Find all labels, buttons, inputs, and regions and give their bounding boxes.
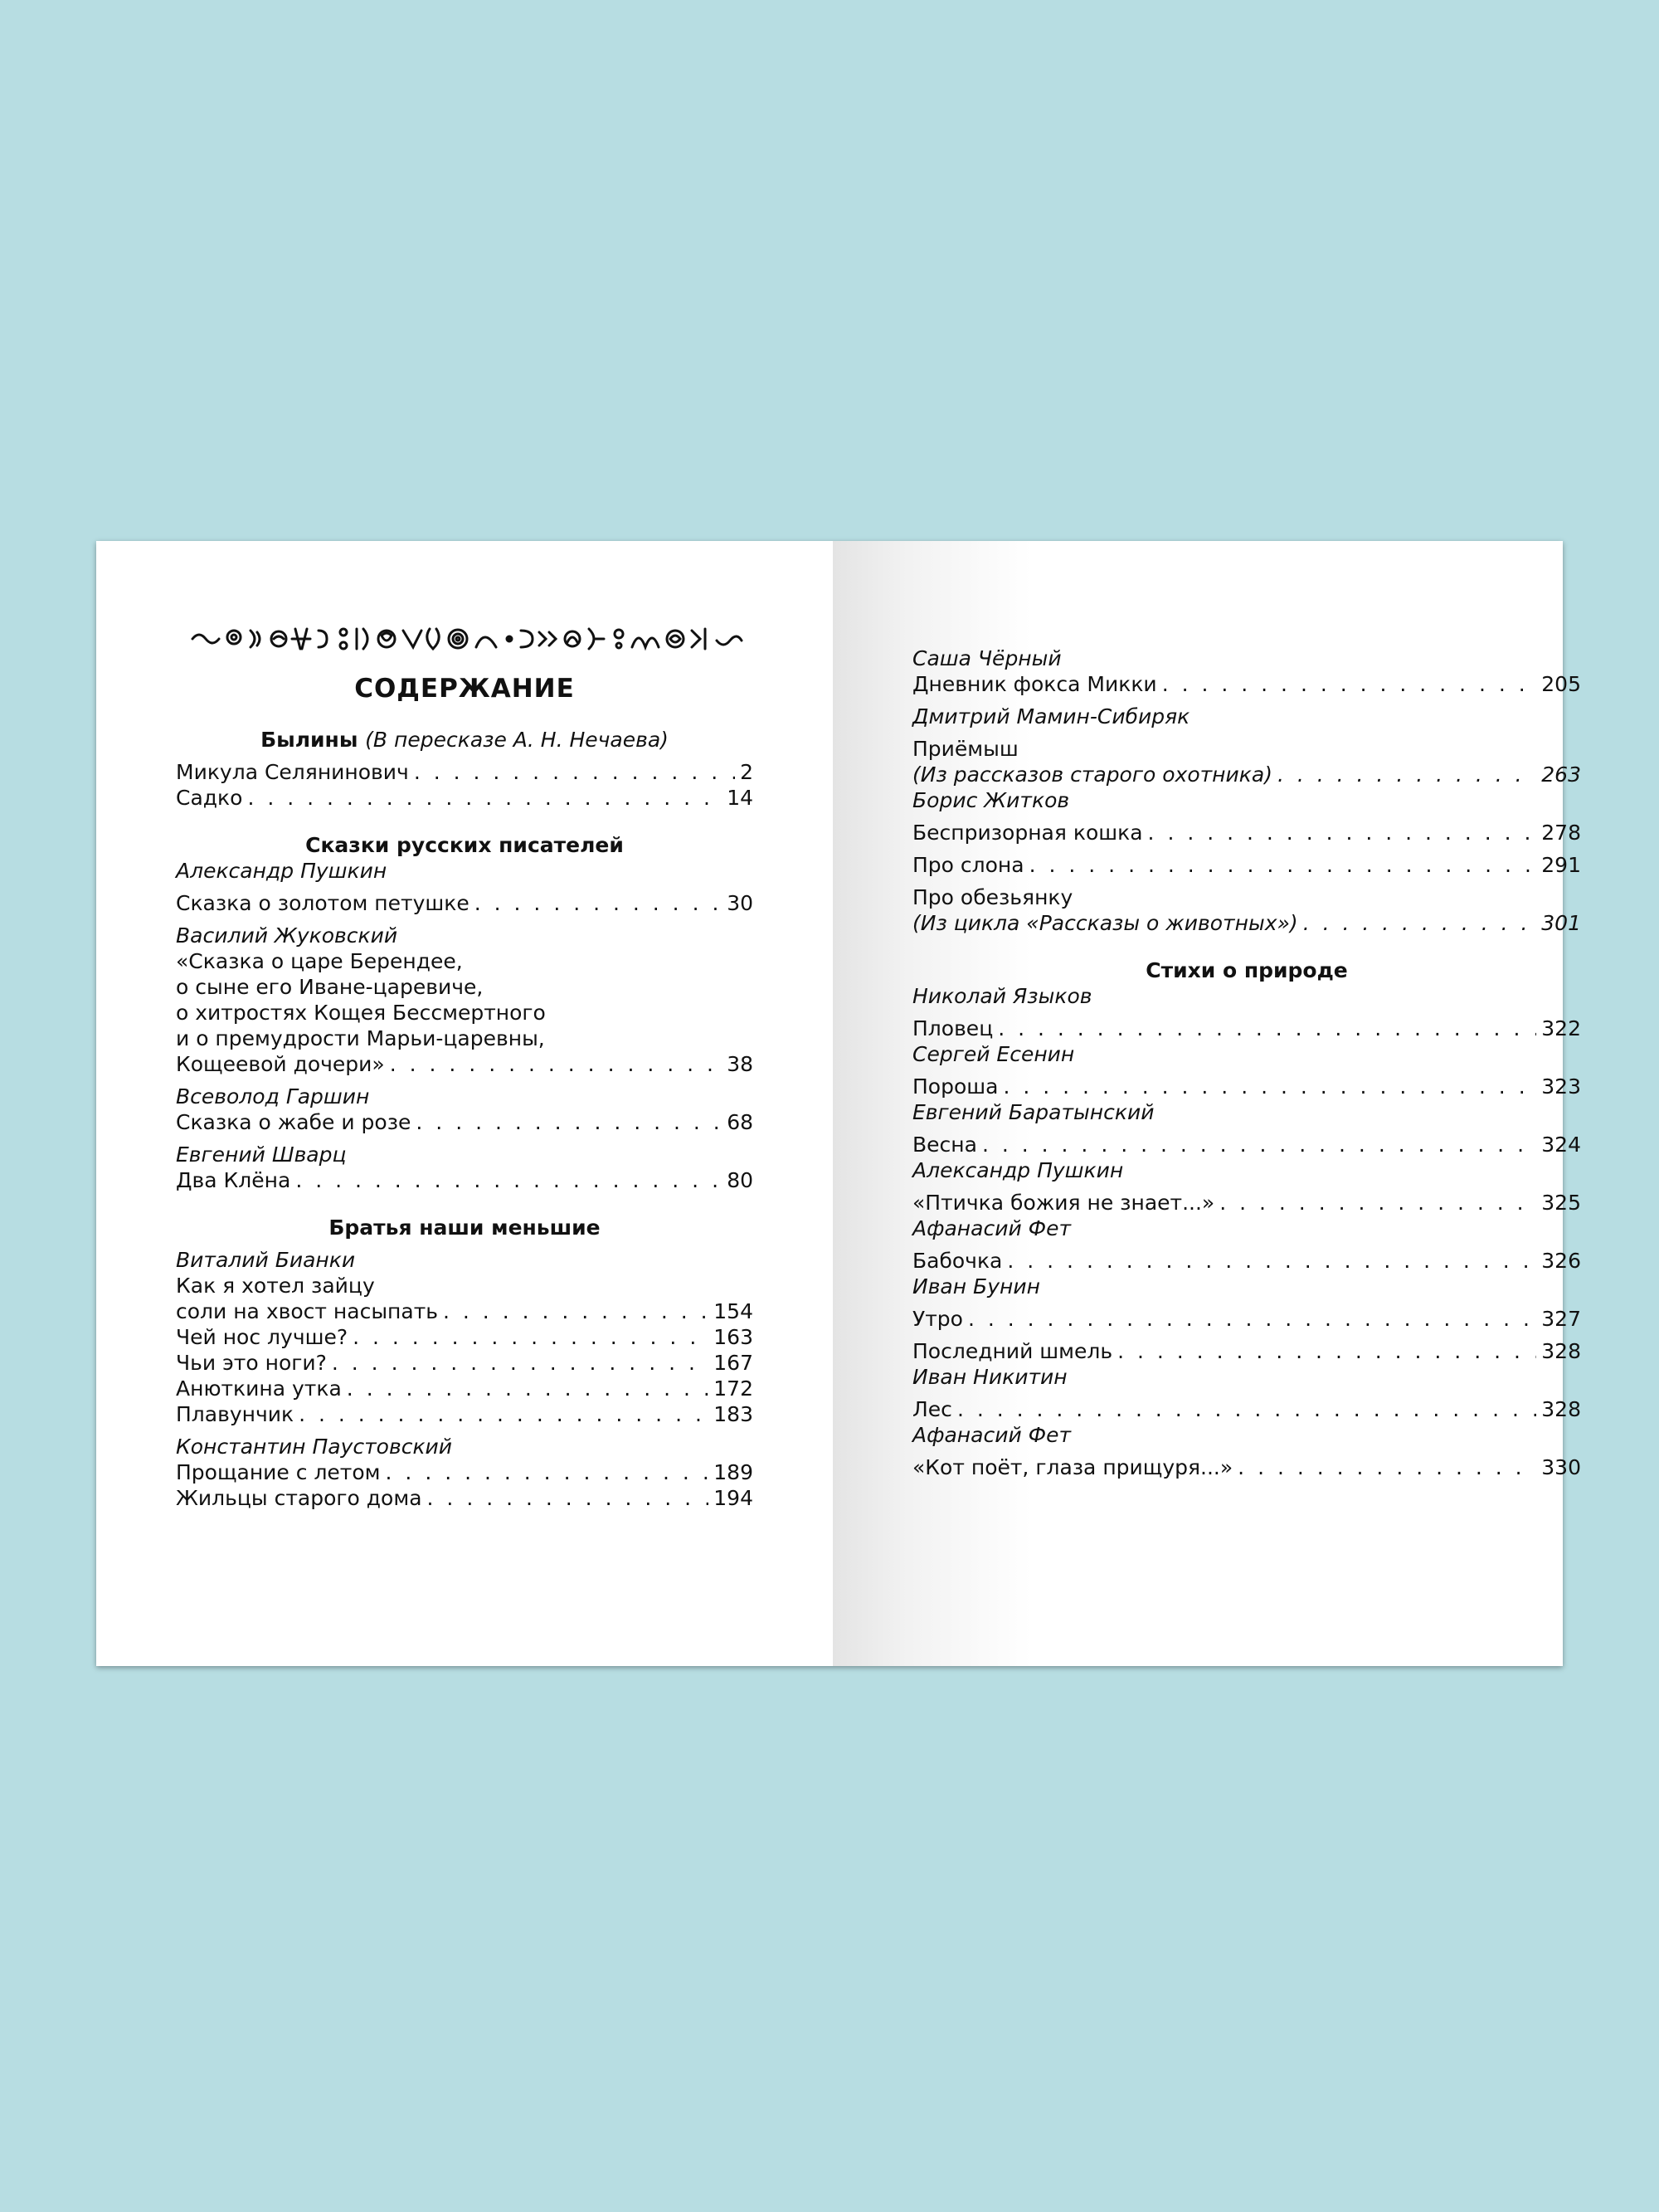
toc-entry — [176, 1376, 753, 1401]
entry-title: Анюткина утка — [176, 1376, 342, 1401]
section-title-bratya: Братья наши меньшие — [328, 1216, 601, 1240]
entry-title: «Кот поёт, глаза прищуря...» — [912, 1455, 1233, 1479]
toc-entry — [176, 1350, 753, 1376]
entry-title: Садко — [176, 786, 243, 810]
entry-page: 205 — [1541, 672, 1581, 696]
toc-entry — [176, 1167, 753, 1193]
entry-line: Про обезьянку — [912, 885, 1073, 909]
entry-page: 291 — [1541, 853, 1581, 877]
toc-entry — [176, 759, 753, 785]
entry-line: о хитростях Кощея Бессмертного — [176, 1001, 546, 1025]
entry-title: (Из цикла «Рассказы о животных») — [912, 911, 1298, 935]
entry-title: Микула Селянинович — [176, 760, 409, 784]
entry-title: Плавунчик — [176, 1402, 294, 1426]
author-name: Саша Чёрный — [912, 646, 1062, 670]
author-name: Афанасий Фет — [912, 1216, 1072, 1240]
entry-line: Как я хотел зайцу — [176, 1274, 375, 1298]
toc-entry — [176, 1401, 753, 1427]
entry-title: Бабочка — [912, 1249, 1003, 1273]
entry-title: Чьи это ноги? — [176, 1351, 327, 1375]
section-title-byliny — [176, 727, 753, 753]
toc-entry — [176, 785, 753, 811]
book-spread — [96, 541, 1581, 1666]
entry-page: 328 — [1541, 1397, 1581, 1421]
toc-entry — [176, 1298, 753, 1324]
entry-title: Два Клёна — [176, 1168, 291, 1192]
entry-page: 322 — [1541, 1016, 1581, 1040]
toc-entry — [912, 1248, 1581, 1274]
entry-title: Пловец — [912, 1016, 994, 1040]
section-title-stikhi: Стихи о природе — [1146, 958, 1348, 982]
entry-title: Весна — [912, 1133, 977, 1157]
entry-page: 278 — [1541, 821, 1581, 845]
toc-entry — [912, 910, 1581, 936]
entry-line: «Сказка о царе Берендее, — [176, 949, 463, 973]
toc-entry — [176, 890, 753, 916]
entry-title: «Птичка божия не знает...» — [912, 1191, 1215, 1215]
author-name: Дмитрий Мамин-Сибиряк — [912, 704, 1190, 728]
entry-page: 154 — [713, 1299, 753, 1323]
entry-title: Чей нос лучше? — [176, 1325, 348, 1349]
entry-title: Утро — [912, 1307, 963, 1331]
toc-entry — [912, 1396, 1581, 1422]
entry-page: 327 — [1541, 1307, 1581, 1331]
toc-entry — [912, 1306, 1581, 1332]
entry-line: Приёмыш — [912, 737, 1019, 761]
author-name: Николай Языков — [912, 984, 1092, 1008]
toc-entry — [912, 1132, 1581, 1157]
entry-line: и о премудрости Марьи-царевны, — [176, 1026, 545, 1050]
author-name: Василий Жуковский — [176, 923, 398, 948]
entry-title: Лес — [912, 1397, 952, 1421]
entry-page: 30 — [727, 891, 753, 915]
author-name: Иван Бунин — [912, 1274, 1040, 1298]
author-name: Виталий Бианки — [176, 1248, 356, 1272]
entry-line: о сыне его Иване-царевиче, — [176, 975, 484, 999]
entry-page: 330 — [1541, 1455, 1581, 1479]
entry-page: 167 — [713, 1351, 753, 1375]
author-name: Сергей Есенин — [912, 1042, 1075, 1066]
section-subtitle: (В пересказе А. Н. Нечаева) — [365, 728, 669, 752]
entry-title: Сказка о золотом петушке — [176, 891, 469, 915]
entry-page: 183 — [713, 1402, 753, 1426]
author-name: Борис Житков — [912, 788, 1070, 812]
entry-title: Последний шмель — [912, 1339, 1113, 1363]
entry-page: 80 — [727, 1168, 753, 1192]
toc-entry — [912, 762, 1581, 787]
entry-title: Про слона — [912, 853, 1024, 877]
toc-entry — [176, 1459, 753, 1485]
entry-page: 163 — [713, 1325, 753, 1349]
section-title: Былины — [260, 728, 358, 752]
author-name: Иван Никитин — [912, 1365, 1068, 1389]
author-name: Евгений Баратынский — [912, 1100, 1155, 1124]
toc-entry — [176, 1324, 753, 1350]
author-name: Александр Пушкин — [176, 859, 387, 883]
author-name: Евгений Шварц — [176, 1143, 347, 1167]
toc-entry — [912, 1016, 1581, 1041]
right-column — [912, 646, 1581, 1480]
entry-page: 325 — [1541, 1191, 1581, 1215]
toc-entry — [912, 1190, 1581, 1216]
toc-entry — [176, 1485, 753, 1511]
entry-title: Пороша — [912, 1074, 999, 1099]
entry-page: 38 — [727, 1052, 753, 1076]
toc-entry — [912, 820, 1581, 845]
ornament-border — [186, 622, 745, 655]
entry-title: Жильцы старого дома — [176, 1486, 422, 1510]
toc-entry — [912, 1338, 1581, 1364]
entry-title: Кощеевой дочери» — [176, 1052, 385, 1076]
toc-entry — [176, 1051, 753, 1077]
toc-entry — [912, 671, 1581, 697]
entry-page: 172 — [713, 1376, 753, 1401]
entry-page: 263 — [1541, 763, 1581, 787]
left-page — [96, 541, 833, 1666]
entry-page: 189 — [713, 1460, 753, 1484]
entry-page: 2 — [740, 760, 753, 784]
entry-title: (Из рассказов старого охотника) — [912, 763, 1272, 787]
entry-title: Сказка о жабе и розе — [176, 1110, 411, 1134]
entry-page: 328 — [1541, 1339, 1581, 1363]
entry-title: Прощание с летом — [176, 1460, 381, 1484]
toc-entry — [912, 852, 1581, 878]
entry-page: 68 — [727, 1110, 753, 1134]
section-title-skazki: Сказки русских писателей — [305, 833, 624, 857]
author-name: Александр Пушкин — [912, 1158, 1124, 1182]
author-name: Афанасий Фет — [912, 1423, 1072, 1447]
entry-page: 194 — [713, 1486, 753, 1510]
entry-page: 326 — [1541, 1249, 1581, 1273]
entry-page: 301 — [1541, 911, 1581, 935]
entry-page: 323 — [1541, 1074, 1581, 1099]
left-column — [176, 727, 753, 1511]
entry-page: 324 — [1541, 1133, 1581, 1157]
entry-title: соли на хвост насыпать — [176, 1299, 439, 1323]
entry-title: Дневник фокса Микки — [912, 672, 1157, 696]
toc-entry — [176, 1109, 753, 1135]
contents-title: СОДЕРЖАНИЕ — [354, 674, 575, 704]
author-name: Константин Паустовский — [176, 1435, 453, 1459]
toc-entry — [912, 1074, 1581, 1099]
entry-page: 14 — [727, 786, 753, 810]
author-name: Всеволод Гаршин — [176, 1084, 370, 1108]
toc-entry — [912, 1454, 1581, 1480]
entry-title: Беспризорная кошка — [912, 821, 1143, 845]
